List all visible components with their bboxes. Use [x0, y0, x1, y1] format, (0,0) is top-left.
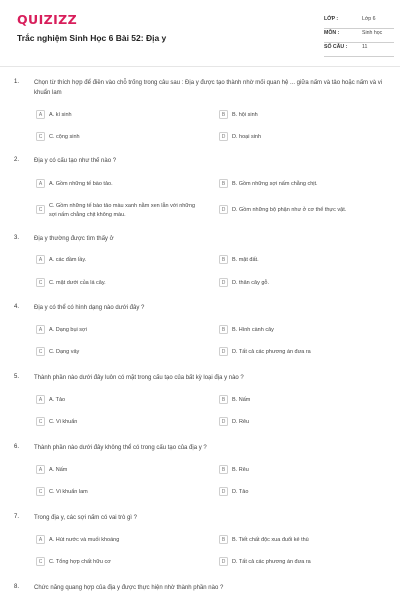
option-c[interactable]: [36, 202, 196, 219]
question-text: Thành phần nào dưới đây không thể có trong cấu tạo của địa y ?: [34, 445, 207, 451]
option-b[interactable]: [219, 111, 394, 120]
option-b[interactable]: [219, 466, 394, 475]
option-letter-box: B: [219, 535, 228, 544]
worksheet-header: [0, 0, 400, 62]
option-text: C. Dạng vảy: [49, 349, 80, 355]
option-b[interactable]: [219, 396, 394, 405]
option-text: A. Dạng bụi sợi: [49, 327, 87, 333]
meta-key: LỚP :: [324, 16, 339, 22]
option-c[interactable]: [36, 558, 206, 567]
option-b[interactable]: [219, 326, 394, 335]
meta-value: 11: [362, 44, 368, 50]
meta-row-class: [324, 15, 394, 29]
option-d[interactable]: [219, 206, 394, 215]
option-b[interactable]: [219, 256, 394, 265]
option-letter-box: D: [219, 278, 228, 287]
meta-row-subject: [324, 29, 394, 43]
option-text: D. thân cây gỗ.: [232, 280, 269, 286]
option-letter-box: D: [219, 205, 228, 214]
option-letter-box: D: [219, 417, 228, 426]
question-number: 7.: [14, 514, 20, 520]
option-text: C. Tổng hợp chất hữu cơ: [49, 559, 111, 565]
option-letter-box: A: [36, 535, 45, 544]
option-letter-box: A: [36, 110, 45, 119]
option-letter-box: C: [36, 487, 45, 496]
option-text: D. Gồm những bộ phận như ở cơ thể thực vật.: [232, 207, 347, 213]
option-letter-box: C: [36, 205, 45, 214]
worksheet-meta: [324, 15, 394, 57]
question-text: Trong địa y, các sợi nấm có vai trò gì ?: [34, 515, 137, 521]
question-number: 8.: [14, 584, 20, 590]
question-text: Chức năng quang hợp của địa y được thực hiện nhờ thành phần nào ?: [34, 585, 224, 591]
option-letter-box: D: [219, 557, 228, 566]
option-text: B. Rêu: [232, 467, 249, 473]
option-letter-box: B: [219, 255, 228, 264]
question-text: Thành phần nào dưới đây luôn có mặt trong cấu tạo của bất kỳ loại địa y nào ?: [34, 375, 244, 381]
option-letter-box: C: [36, 417, 45, 426]
option-letter-box: A: [36, 255, 45, 264]
question-number: 1.: [14, 79, 20, 85]
question-text: Địa y có thể có hình dạng nào dưới đây ?: [34, 305, 145, 311]
question-number: 5.: [14, 374, 20, 380]
option-a[interactable]: [36, 466, 206, 475]
option-text: A. Nấm: [49, 467, 68, 473]
option-text: A. kí sinh: [49, 112, 72, 118]
option-letter-box: C: [36, 132, 45, 141]
option-letter-box: D: [219, 487, 228, 496]
meta-value: Lớp 6: [362, 16, 376, 22]
option-d[interactable]: [219, 279, 394, 288]
option-d[interactable]: [219, 418, 394, 427]
option-text: D. Tất cả các phương án đưa ra: [232, 559, 311, 565]
option-letter-box: A: [36, 465, 45, 474]
meta-value: Sinh học: [362, 30, 383, 36]
option-text: C. Vi khuẩn lam: [49, 489, 88, 495]
option-letter-box: A: [36, 179, 45, 188]
option-text: B. Gồm những sợi nấm chằng chịt.: [232, 181, 318, 187]
option-c[interactable]: [36, 348, 206, 357]
option-text: A. Hút nước và muối khoáng: [49, 537, 120, 543]
worksheet-title: Trắc nghiệm Sinh Học 6 Bài 52: Địa y: [17, 33, 167, 43]
option-text: A. các đầm lầy.: [49, 257, 87, 263]
option-text: C. Vi khuẩn: [49, 419, 78, 425]
option-c[interactable]: [36, 488, 206, 497]
header-divider: [0, 66, 400, 67]
meta-key: MÔN :: [324, 30, 340, 36]
option-a[interactable]: [36, 256, 206, 265]
option-text: B. Tiết chất độc xua đuổi kẻ thù: [232, 537, 309, 543]
question-text: Địa y có cấu tạo như thế nào ?: [34, 158, 117, 164]
option-letter-box: D: [219, 132, 228, 141]
option-text: B. Hình cành cây: [232, 327, 274, 333]
option-text: C. mặt dưới của lá cây.: [49, 280, 106, 286]
option-text: D. hoại sinh: [232, 134, 262, 140]
option-letter-box: C: [36, 557, 45, 566]
option-a[interactable]: [36, 326, 206, 335]
option-a[interactable]: [36, 396, 206, 405]
question-number: 3.: [14, 235, 20, 241]
option-text: A. Gồm những tế bào tảo.: [49, 181, 113, 187]
option-d[interactable]: [219, 558, 394, 567]
option-letter-box: A: [36, 395, 45, 404]
option-letter-box: D: [219, 347, 228, 356]
option-c[interactable]: [36, 133, 206, 142]
option-a[interactable]: [36, 111, 206, 120]
option-c[interactable]: [36, 418, 206, 427]
quizizz-logo[interactable]: QUIZIZZ: [17, 12, 78, 27]
option-text: C. Gồm những tế bào tảo màu xanh nằm xen lẫn với những sợi nấm chằng chịt không màu.: [49, 203, 196, 218]
question-number: 2.: [14, 157, 20, 163]
option-letter-box: B: [219, 465, 228, 474]
option-letter-box: B: [219, 395, 228, 404]
option-letter-box: B: [219, 179, 228, 188]
option-letter-box: C: [36, 278, 45, 287]
option-text: B. Nấm: [232, 397, 251, 403]
option-c[interactable]: [36, 279, 206, 288]
option-text: B. mặt đất.: [232, 257, 259, 263]
option-letter-box: A: [36, 325, 45, 334]
option-text: D. Rêu: [232, 419, 250, 425]
option-text: C. cộng sinh: [49, 134, 80, 140]
option-text: D. Tất cả các phương án đưa ra: [232, 349, 311, 355]
option-a[interactable]: [36, 536, 206, 545]
option-a[interactable]: [36, 180, 206, 189]
option-letter-box: C: [36, 347, 45, 356]
option-b[interactable]: [219, 536, 394, 545]
question-text: Địa y thường được tìm thấy ở: [34, 236, 114, 242]
question-number: 6.: [14, 444, 20, 450]
meta-row-count: [324, 43, 394, 57]
option-text: D. Tảo: [232, 489, 249, 495]
option-letter-box: B: [219, 325, 228, 334]
option-letter-box: B: [219, 110, 228, 119]
question-number: 4.: [14, 304, 20, 310]
question-text: Chọn từ thích hợp để điền vào chỗ trống trong câu sau : Địa y được tạo thành nhờ mối quan hệ ... giữa nấm và tảo hoặc nấm và vi khuẩn lam: [34, 80, 383, 96]
option-d[interactable]: [219, 348, 394, 357]
option-text: B. hội sinh: [232, 112, 258, 118]
option-d[interactable]: [219, 488, 394, 497]
option-text: A. Tảo: [49, 397, 66, 403]
option-b[interactable]: [219, 180, 394, 189]
meta-key: SỐ CÂU :: [324, 44, 348, 50]
option-d[interactable]: [219, 133, 394, 142]
